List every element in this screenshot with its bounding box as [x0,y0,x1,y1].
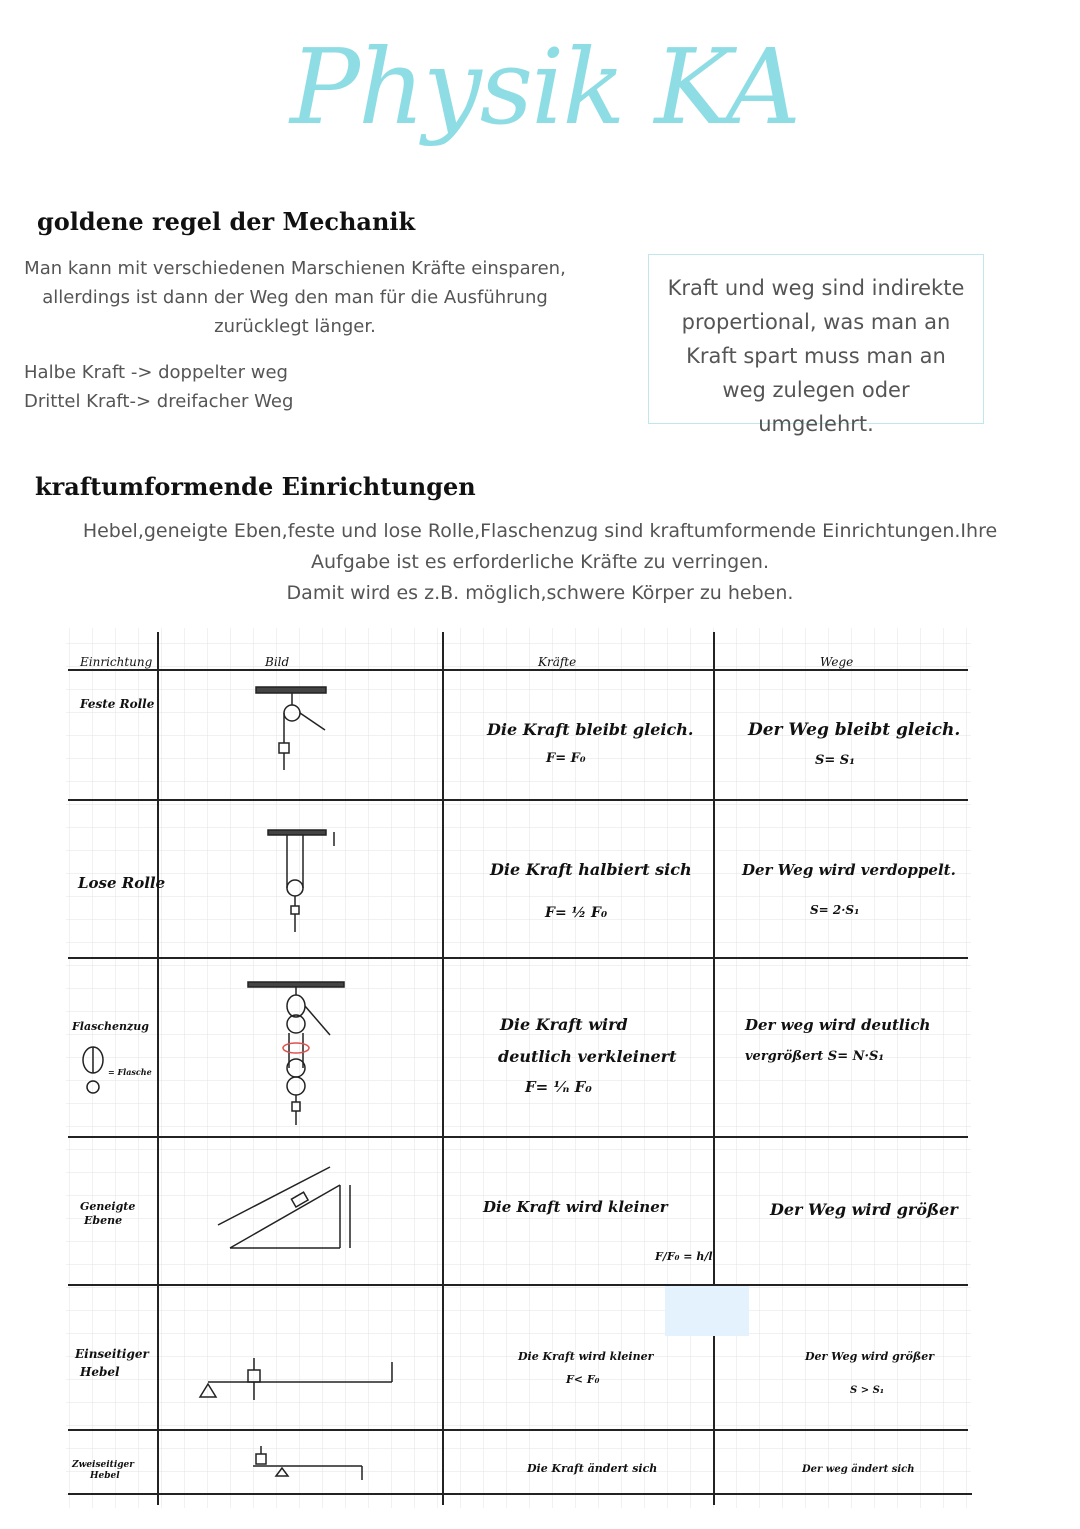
row-name-ebene: Ebene [84,1214,123,1227]
force-lose-2: F= ½ F₀ [545,905,608,921]
highlight-mark [665,1286,749,1336]
path-lose-2: S= 2·S₁ [810,903,860,917]
handwritten-table-sheet [0,620,1080,1529]
force-lose-1: Die Kraft halbiert sich [490,860,692,879]
row-name-lose-rolle: Lose Rolle [78,874,166,892]
path-ebene-1: Der Weg wird größer [770,1200,958,1219]
note-line: umgelehrt. [758,412,874,436]
section-heading-devices: kraftumformende Einrichtungen [35,472,476,501]
row-name-flaschenzug: Flaschenzug [72,1020,149,1033]
force-flaschen-2: deutlich verkleinert [498,1047,677,1066]
note-line: weg zulegen oder [722,378,910,402]
row-name-zweiseitiger: Zweiseitiger [72,1460,135,1470]
path-flaschen-1: Der weg wird deutlich [745,1016,931,1034]
force-ebene-formula: F/F₀ = h/l [655,1250,713,1263]
force-feste-2: F= F₀ [546,751,586,766]
row-name-hebel: Hebel [80,1365,120,1379]
note-line: Kraft und weg sind indirekte [667,276,965,300]
path-lose-1: Der Weg wird verdoppelt. [742,861,956,879]
header-wege: Wege [820,655,854,669]
desc-line: Damit wird es z.B. möglich,schwere Körper zu heben. [286,582,794,604]
row-name-feste-rolle: Feste Rolle [80,697,155,711]
path-feste-1: Der Weg bleibt gleich. [748,720,961,740]
page-title: Physik KA [290,26,800,148]
force-flaschen-3: F= ¹⁄ₙ F₀ [525,1078,592,1096]
path-flaschen-2: vergrößert S= N·S₁ [745,1049,885,1064]
row-name-note: = Flasche [108,1067,152,1077]
force-einseitig-2: F< F₀ [566,1373,600,1386]
desc-line: Aufgabe ist es erforderliche Kräfte zu verringen. [310,551,770,573]
rule-item: Halbe Kraft -> doppelter weg [24,362,288,383]
row-name-geneigte: Geneigte [80,1200,136,1213]
intro-line: zurücklegt länger. [214,316,376,337]
force-zweiseitig-1: Die Kraft ändert sich [527,1462,658,1475]
path-einseitig-1: Der Weg wird größer [805,1350,935,1363]
header-bild: Bild [265,655,290,669]
note-line: propertional, was man an [681,310,951,334]
force-ebene-1: Die Kraft wird kleiner [483,1198,668,1216]
devices-description [40,516,1040,609]
intro-line: allerdings ist dann der Weg den man für die Ausführung [42,287,548,308]
intro-line: Man kann mit verschiedenen Marschienen Kräfte einsparen, [24,258,566,279]
header-kraefte: Kräfte [538,655,577,669]
force-flaschen-1: Die Kraft wird [500,1015,628,1034]
rule-item: Drittel Kraft-> dreifacher Weg [24,391,294,412]
path-feste-2: S= S₁ [815,753,855,768]
desc-line: Hebel,geneigte Eben,feste und lose Rolle,Flaschenzug sind kraftumformende Einrichtungen.Ihre [82,520,998,542]
note-box [648,254,984,436]
force-feste-1: Die Kraft bleibt gleich. [487,720,694,739]
note-line: Kraft spart muss man an [686,344,946,368]
force-einseitig-1: Die Kraft wird kleiner [518,1350,654,1363]
section-heading-golden-rule: goldene regel der Mechanik [37,207,416,236]
row-name-einseitiger: Einseitiger [75,1347,149,1361]
header-einrichtung: Einrichtung [80,655,153,669]
path-zweiseitig-1: Der weg ändert sich [802,1464,915,1475]
path-einseitig-2: S > S₁ [850,1385,885,1396]
rules-list [24,358,293,416]
row-name-hebel-2: Hebel [90,1471,120,1481]
intro-paragraph [10,254,580,341]
